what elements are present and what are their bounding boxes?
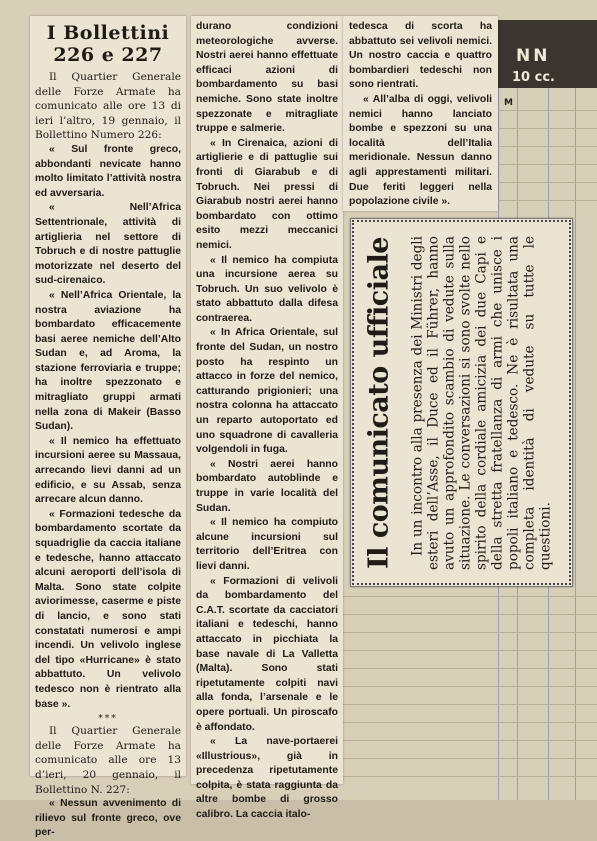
ledger-rule: [340, 722, 597, 723]
ledger-header-bottom: 10 cc.: [512, 70, 555, 85]
comunicato-title: Il comunicato ufficiale: [363, 236, 394, 569]
section-separator-stars: ***: [98, 714, 118, 725]
bollettini-title: I Bollettini 226 e 227: [46, 22, 170, 66]
ledger-rule: [340, 758, 597, 759]
bollettino-paragraph: « In Africa Orientale, sul fronte del Sudan, un nostro posto ha respinto un attacco in forze del nemico, catturando prigionieri; una nostra colonna ha attaccato un reparto autoportato ed uno squadrone di cavalleria volgendoli in fuga.: [196, 327, 338, 456]
ledger-column-mark: M: [504, 98, 513, 108]
ledger-rule: [340, 650, 597, 651]
comunicato-body: [409, 236, 553, 570]
bollettino-paragraph: « Formazioni di velivoli da bombardamento del C.A.T. scortate da cacciatori italiani e tedeschi, hanno attaccato in picchiata la base navale di La Valletta (Malta). Sono stati ripetutamente colpiti navi alla fonda, l’arsenale e le opere portuali. Un piroscafo è affondato.: [196, 575, 338, 733]
ledger-header-box: [498, 20, 597, 88]
bollettino-paragraph: « Sul fronte greco, abbondanti nevicate hanno molto limitato l’attività nostra ed avversaria.: [35, 143, 181, 199]
comunicato-rotated-content: [359, 228, 564, 578]
bollettino-paragraph: « In Cirenaica, azioni di artiglierie e di pattuglie sui fronti di Giarabub e di Tobruch. Nei pressi di Giarabub nostri aerei hanno bombardato con ottimo esito mezzi meccanici nemici.: [196, 137, 338, 251]
bollettino-paragraph: « Nessun avvenimento di rilievo sul fronte greco, ove per-: [35, 798, 181, 839]
ledger-rule: [340, 740, 597, 741]
bollettino-paragraph: « All’alba di oggi, velivoli nemici hanno lanciato bombe e spezzoni su una località dell’Italia meridionale. Nessun danno agli apprestamenti militari. Due feriti leggeri nella popolazione civile ».: [349, 93, 492, 208]
bollettino-227-intro: Il Quartier Generale delle Forze Armate ha comunicato alle ore 13 d’ieri, 20 gennaio, il Bollettino N. 227:: [35, 725, 181, 796]
ledger-rule: [340, 596, 597, 597]
bollettino-paragraph: « Il nemico ha compiuto alcune incursioni sul territorio dell’Eritrea con lievi danni.: [196, 517, 338, 572]
ledger-header-top: NN: [516, 46, 551, 66]
clipping-bollettini-column-3: [343, 16, 498, 211]
bollettino-paragraph: « La nave-portaerei «Illustrious», già in precedenza ripetutamente colpita, è stata raggiunta da altre bombe di grosso calibro. La caccia italo-: [196, 736, 338, 821]
ledger-rule: [340, 632, 597, 633]
bollettino-paragraph: « Nell’Africa Orientale, la nostra aviazione ha bombardato efficacemente basi aeree nemiche dell’Alto Sudan e, ad Aroma, la stazione ferroviaria e truppe; ha inoltre spezzonato e mitragliato gruppi armati nella zona di Makeir (Basso Sudan).: [35, 289, 181, 433]
ledger-rule: [340, 668, 597, 669]
bollettino-paragraph: tedesca di scorta ha abbattuto sei velivoli nemici. Un nostro caccia e quattro bombardieri tedeschi non sono rientrati.: [349, 21, 492, 91]
bollettino-226-intro: Il Quartier Generale delle Forze Armate ha comunicato alle ore 13 di ieri l’altro, 19 gennaio, il Bollettino Numero 226:: [35, 71, 181, 142]
bollettino-paragraph: « Il nemico ha effettuato incursioni aeree su Massaua, arrecando lievi danni ad un edificio, e su Assab, senza arrecare alcun danno.: [35, 435, 181, 506]
clipping-bollettini-column-2: [191, 16, 343, 821]
clipping-bollettini-column-1: [30, 16, 186, 839]
ledger-rule: [340, 614, 597, 615]
comunicato-paragraph: In un incontro alla presenza dei Ministri degli esteri dell’Asse, il Duce ed il Führer, hanno avuto un approfondito scambio di vedute sulla situazione. Le conversazioni si sono svolte nello spirito della cordiale amicizia dei due Capi e della stretta fratellanza di armi che unisce i popoli italiano e tedesco. Ne è risultata una completa identità di vedute su tutte le questioni.: [409, 235, 553, 570]
bollettino-paragraph: « Formazioni tedesche da bombardamento scortate da squadriglie da caccia italiane e tedesche, hanno attaccato alcuni aeroporti dell’isola di Malta. Sono state colpite aviorimesse, caserme e piste di lancio, e sono stati constatati numerosi e ampi incendi. Un velivolo inglese del tipo «Hurricane» è stato abbattuto. Un velivolo tedesco non è rientrato alla base ».: [35, 508, 181, 710]
bollettino-paragraph: durano condizioni meteorologiche avverse. Nostri aerei hanno effettuate efficaci azioni di bombardamento su basi nemiche. Sono state inoltre spezzonate e mitragliate truppe e salmerie.: [196, 21, 338, 135]
ledger-rule: [340, 704, 597, 705]
clipping-comunicato-ufficiale: [350, 218, 573, 587]
ledger-rule: [340, 686, 597, 687]
ledger-rule-vertical: [575, 85, 576, 800]
ledger-rule: [340, 776, 597, 777]
bollettino-paragraph: « Il nemico ha compiuta una incursione aerea su Tobruch. Un suo velivolo è stato abbattuto dalla difesa contraerea.: [196, 254, 338, 324]
bollettino-paragraph: « Nostri aerei hanno bombardato autoblinde e truppe in varie località del Sudan.: [196, 458, 338, 514]
bollettino-paragraph: « Nell’Africa Settentrionale, attività di artiglieria nel settore di Tobruch e di nostre pattuglie motorizzate nel deserto del sud-cirenaico.: [35, 202, 181, 287]
